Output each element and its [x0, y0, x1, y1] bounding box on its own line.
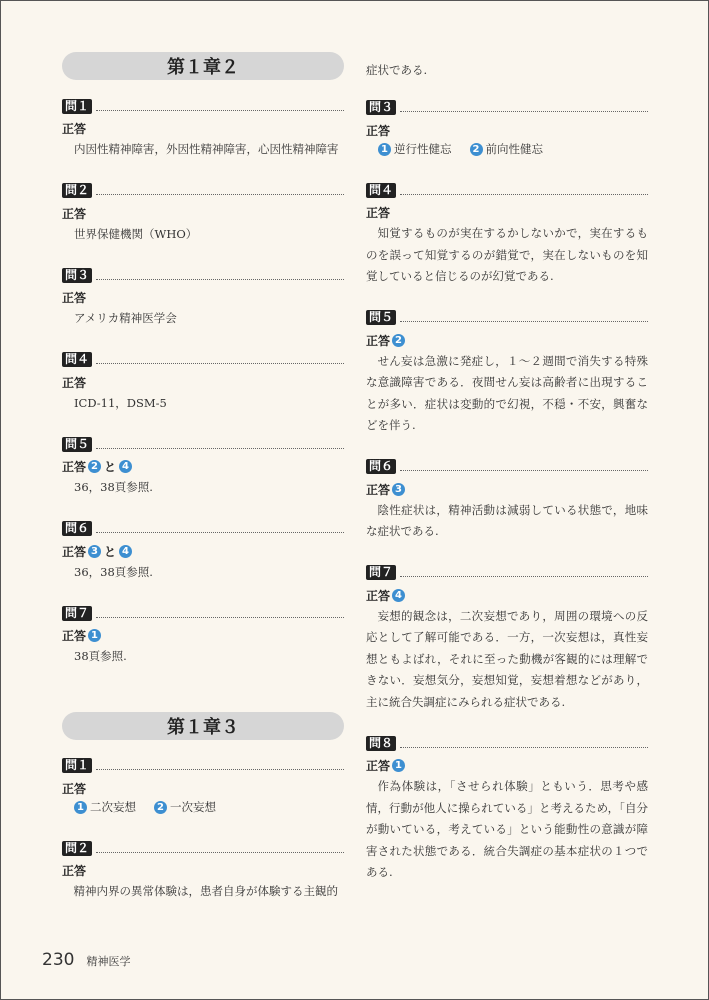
answer-number-badge: 1: [378, 143, 391, 156]
question-number: 問１: [62, 758, 92, 773]
answer-term: 逆行性健忘: [394, 141, 452, 156]
question-number: 問２: [62, 841, 92, 856]
answer-text: ICD-11，DSM-5: [74, 395, 167, 410]
question-header: [62, 98, 344, 114]
question-header: [62, 521, 344, 537]
question-header: [366, 182, 648, 198]
chapter-1-2-questions: [62, 98, 344, 668]
answer-label: [62, 543, 344, 560]
answer-word: 正答: [62, 291, 87, 305]
answer-text: せん妄は急激に発症し，１～２週間で消失する特殊な意識障害である．夜間せん妄は高齢者に出現することが多い．症状は変動的で幻視，不穏・不安，興奮などを伴う.: [366, 353, 648, 432]
answer-text: アメリカ精神医学会: [74, 311, 177, 325]
answer-number-badge: 4: [119, 545, 132, 558]
continued-text: 症状である.: [366, 63, 428, 77]
dotted-leader: [400, 313, 648, 322]
page-footer: [42, 950, 130, 970]
dotted-leader: [96, 440, 344, 449]
question-header: [62, 183, 344, 199]
question-header: [366, 565, 648, 581]
question-header: [366, 459, 648, 475]
answer-number-badge: 1: [392, 759, 405, 772]
answer-word: 正答: [62, 206, 87, 221]
answer-text: 精神内界の異常体験は，患者自身が体験する主観的: [73, 884, 338, 898]
right-column: [366, 56, 648, 906]
answer-label: [62, 458, 344, 475]
answer-label: [366, 587, 648, 604]
question-header: [62, 758, 344, 774]
answer-word: 正答: [366, 123, 391, 138]
question-header: [62, 352, 344, 368]
dotted-leader: [400, 103, 648, 112]
question-number: 問７: [62, 606, 92, 621]
question-block: [366, 100, 648, 161]
question-number: 問５: [366, 310, 396, 325]
answer-number-badge: 3: [88, 545, 101, 558]
answer-text: 内因性精神障害，外因性精神障害，心因性精神障害: [74, 142, 339, 156]
question-block: [62, 183, 344, 246]
dotted-leader: [96, 524, 344, 533]
answer-text: 陰性症状は，精神活動は減弱している状態で，地味な症状である.: [366, 502, 648, 538]
dotted-leader: [400, 462, 648, 471]
answer-word: 正答: [62, 122, 87, 136]
question-header: [366, 310, 648, 326]
question-number: 問３: [62, 268, 92, 283]
answer-text: 妄想的観念は，二次妄想であり，周囲の環境への反応として了解可能である．一方，一次妄想は，真性妄想ともよばれ，それに至った動機が客観的には理解できない．妄想気分，妄想知覚，妄想着想などがあり，主に統合失調症にみられる症状である.: [366, 608, 648, 709]
dotted-leader: [96, 102, 344, 111]
question-number: 問８: [366, 736, 396, 751]
question-number: 問１: [62, 99, 92, 114]
page-number: 230: [42, 950, 75, 970]
question-block: [366, 310, 648, 437]
answer-word: 正答: [366, 333, 391, 348]
question-block: [62, 840, 344, 903]
dotted-leader: [96, 844, 344, 853]
question-block: [366, 182, 648, 288]
answer-label: [62, 374, 344, 391]
answer-label: [366, 757, 648, 774]
answer-number-badge: 1: [74, 801, 87, 814]
answer-text: 知覚するものが実在するかしないかで，実在するものを誤って知覚するのが錯覚で，実在しないものを知覚していると信じるのが幻覚である.: [366, 226, 648, 283]
question-number: 問５: [62, 437, 92, 452]
answer-label: [366, 332, 648, 349]
answer-label: [62, 289, 344, 306]
question-number: 問３: [366, 100, 396, 115]
question-number: 問６: [366, 459, 396, 474]
answer-word: 正答: [366, 588, 391, 603]
question-block: [62, 436, 344, 499]
question-header: [62, 267, 344, 283]
question-block: [62, 352, 344, 415]
dotted-leader: [400, 186, 648, 195]
answer-number-badge: 2: [88, 460, 101, 473]
conjunction: と: [104, 460, 117, 474]
answer-label: [366, 481, 648, 498]
answer-term: 二次妄想: [90, 799, 136, 814]
answer-label: [62, 780, 344, 797]
answer-word: 正答: [366, 759, 391, 773]
answer-text: 世界保健機関（WHO）: [74, 226, 198, 241]
answer-word: 正答: [62, 375, 87, 390]
answer-word: 正答: [62, 544, 87, 559]
answer-label: [366, 122, 648, 139]
dotted-leader: [96, 609, 344, 618]
answer-word: 正答: [62, 629, 87, 643]
question-number: 問４: [366, 183, 396, 198]
answer-word: 正答: [62, 864, 87, 878]
question-number: 問２: [62, 183, 92, 198]
question-header: [62, 840, 344, 856]
answer-label: [62, 205, 344, 222]
answer-number-badge: 2: [392, 334, 405, 347]
question-block: [62, 98, 344, 161]
question-block: [62, 267, 344, 330]
answer-word: 正答: [366, 482, 391, 497]
answer-text: 36，38頁参照.: [74, 564, 153, 579]
dotted-leader: [400, 739, 648, 748]
conjunction: と: [104, 544, 117, 559]
answer-term: 前向性健忘: [485, 141, 543, 156]
question-block: [62, 521, 344, 584]
question-header: [366, 100, 648, 116]
dotted-leader: [96, 186, 344, 195]
answer-word: 正答: [62, 460, 87, 474]
answer-term: 一次妄想: [170, 799, 216, 814]
question-block: [366, 735, 648, 884]
answer-label: [62, 627, 344, 644]
answer-number-badge: 2: [154, 801, 167, 814]
question-header: [62, 605, 344, 621]
answer-text: 作為体験は，「させられ体験」ともいう．思考や感情，行動が他人に操られている」と考えるため，「自分が動いている，考えている」という能動性の意識が障害された状態である．統合失調症の基本症状の１つである.: [366, 779, 648, 879]
question-block: [62, 605, 344, 668]
question-number: 問４: [62, 352, 92, 367]
answer-pair: [366, 139, 648, 161]
answer-text: 38頁参照.: [74, 649, 127, 663]
question-block: [366, 565, 648, 714]
answer-label: [366, 204, 648, 221]
left-column: [62, 52, 344, 925]
answer-text: 36，38頁参照.: [74, 480, 153, 494]
question-header: [366, 735, 648, 751]
chapter-heading: 第１章２: [62, 52, 344, 80]
chapter-heading: 第１章３: [62, 712, 344, 740]
answer-number-badge: 4: [119, 460, 132, 473]
answer-number-badge: 2: [470, 143, 483, 156]
right-questions: [366, 100, 648, 884]
dotted-leader: [96, 761, 344, 770]
answer-label: [62, 862, 344, 879]
dotted-leader: [96, 271, 344, 280]
answer-number-badge: 3: [392, 483, 405, 496]
question-block: [366, 459, 648, 543]
answer-label: [62, 120, 344, 137]
dotted-leader: [96, 355, 344, 364]
running-title: 精神医学: [86, 955, 131, 968]
dotted-leader: [400, 568, 648, 577]
answer-word: 正答: [366, 206, 391, 220]
answer-number-badge: 1: [88, 629, 101, 642]
answer-pair: [62, 797, 344, 819]
answer-word: 正答: [62, 781, 87, 796]
question-number: 問７: [366, 565, 396, 580]
question-number: 問６: [62, 521, 92, 536]
chapter-1-3-questions: [62, 758, 344, 903]
question-block: [62, 758, 344, 819]
question-header: [62, 436, 344, 452]
answer-number-badge: 4: [392, 589, 405, 602]
